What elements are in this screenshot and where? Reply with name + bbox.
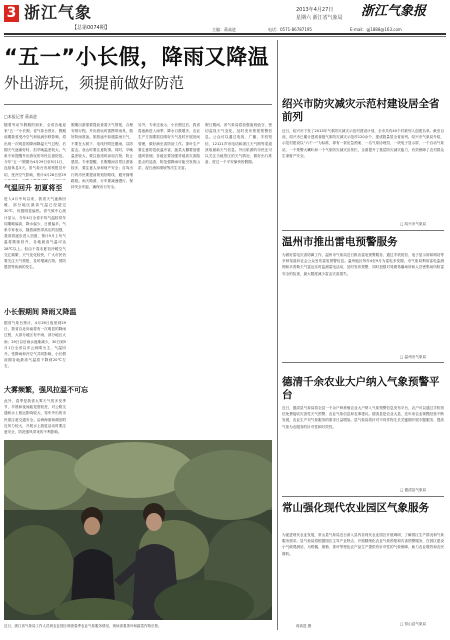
photo-caption: 近日，浙江省气象局工作人员到农业园区调查春季农业气象服务情况，现场查看茶叶和蔬菜作物长势。 [4, 624, 162, 628]
phone-line: 电话：0571-86787195 [268, 27, 312, 32]
main-story-body-warming: 进入4月中旬以来，我省天气逐渐回暖，部分地区最高气温已经超过30℃，体感明显偏热。省气候中心统计显示，今年4月全省平均气温较常年同期略偏高，降水偏少，日照偏多。气象专家表示，随着副热带高压的加强，我省将逐步进入初夏，预计5月上旬气温将继续回升，各地最高气温可达28℃以上。但由于春末夏初冷暖空气交汇频繁，天气变化较快，广大市民仍要关注天气预报，及时增减衣物，预防感冒等疾病的发生。 [4, 197, 66, 270]
main-story-column-2: 假期出游需要提前查看天气预报，合理安排行程。外出游玩时需携带雨具，做好防雨准备。旅游途中如遇雷雨天气，不要在大树下、电线杆附近避雨，以防雷击。登山时要注意防滑。同时，早晚温差较大，要注意适时添加衣物，防止感冒。专家提醒，长假期间各景区游客较多，要注意人身和财产安全；自驾出行的市民要提前规划好路线，避开拥堵路段。雨天路滑，行车要减速慢行，保持安全车距，确保出行安全。 [71, 123, 133, 190]
right-divider-2 [282, 362, 444, 363]
issue-weekday: 星期六 浙江省气象局 [296, 15, 343, 21]
masthead-rule [4, 33, 446, 35]
story-deqing-body: 近日，德清县气象局将全县一千余户种养殖农业大户纳入气象预警信息发布平台，农户可以通过手机短信免费接收灾害性天气预警、农业气象信息和农事建议。德清县是农业大县，近年来农业规模经营不断发展，农业生产对气象服务的需求日益增加。县气象局将针对不同作物生长关键期开展专题服务，提高气象为农服务的针对性和时效性。 [282, 406, 444, 429]
story-deqing-headline: 德清千余农业大户纳入气象预警平台 [282, 376, 440, 401]
editor-line: 主编：蒋高进 [212, 27, 236, 32]
page-number: 3 [4, 5, 19, 22]
story-shaoxing-headline: 绍兴市防灾减灾示范村建设居全省前列 [282, 98, 440, 123]
story-wenzhou-headline: 温州市推出雷电预警服务 [282, 236, 398, 248]
masthead-rule-thin [4, 36, 446, 37]
main-headline: “五一”小长假，降雨又降温 [4, 45, 270, 69]
email-line: E-mail：gj1888@163.com [350, 27, 402, 32]
byline: □本报记者 蒋高进 [4, 114, 38, 119]
column-divider [277, 40, 278, 630]
newspaper-logo: 浙江气象报 [361, 4, 427, 19]
subhead-holiday-rain: 小长假期间 降雨又降温 [4, 308, 77, 316]
story-deqing-author: □ 德清县气象局 [400, 488, 427, 492]
story-changshan-author: □ 常山县气象局 [400, 622, 427, 626]
story-changshan-body: 为促进现代农业发展，常山县气象局近日深入县内各现代农业园区开展调研，了解园区生产情况和气象服务需求。县气象局将根据园区主导产业特点，开展精细化农业气象预报和灾害预警服务，在园区建设小气候观测站，为柑橘、胡柚、茶叶等特色农产品生产提供有针对性的气象保障，助力农业增效和农民增收。 [282, 533, 444, 556]
photo-credit: 蒋高进 摄 [296, 624, 312, 628]
subhead-warming: 气温回升 初夏将至 [4, 184, 63, 192]
section-title: 浙江气象 [24, 3, 93, 22]
main-story-column-3: 另外，专家还表示，小长假过后，我省将逐渐进入雨季，降水日数增多，农业生产方面要抓住晴好天气及时开展田间管理，做好病虫害防治工作。茶叶生产要注意防范低温冷害，蔬菜大棚要加强通风管理。各地还要加强对地质灾害隐患点的巡查，防范强降雨可能引发的山洪、泥石流和滑坡等次生灾害。 [138, 123, 200, 171]
main-story-column-4: 假日期间，省气象局将加强值班值守，密切监视天气变化，及时发布预报预警信息。公众可以通过电视、广播、手机短信、12121声讯电话和浙江天气网等渠道获取最新天气信息。外出旅游的市民还可以关注当地景区的天气情况，做好出行准备，度过一个平安愉快的假期。 [205, 123, 272, 165]
subhead-fog-wind: 大雾频繁，强风拉温不可忘 [4, 386, 88, 394]
story-changshan-headline: 常山强化现代农业园区气象服务 [282, 502, 429, 514]
main-subheadline: 外出游玩，须提前做好防范 [4, 74, 185, 92]
edition-number: 【总第0074期】 [72, 25, 110, 31]
headline-rule [4, 104, 272, 105]
story-shaoxing-body: 近日，绍兴市下发了2013年气象防灾减灾示范村建设计划，全市共有40个村被列入创建名单。截至目前，绍兴市已累计建成省级气象防灾减灾示范村120余个，建成数量居全省前列。绍兴市气象局介绍，示范村建设以“六个一”为标准，即有一套应急预案、一名气象协理员、一块电子显示屏、一个自动气象站、一个预警大喇叭和一个气象防灾减灾宣传栏，全面提升了基层防灾减灾能力，有效保障了农村群众生命财产安全。 [282, 129, 444, 158]
main-story-body-rain: 据省气象台预计，4月28日夜里到29日，我省自北向南将有一次明显的降雨过程，大部分地区有中雨，部分地区大雨；29日以后雨水逐渐减少，30日到5月1日全省以多云到晴为主，气温回升。受降雨和冷空气共同影响，小长假前期各地最高气温将下降到20℃左右。 [4, 321, 66, 369]
right-divider-1 [282, 230, 444, 231]
issue-date: 2013年4月27日 [296, 7, 334, 13]
news-photo-illustration [4, 440, 272, 620]
story-wenzhou-author: □ 温州市气象局 [400, 355, 427, 359]
story-wenzhou-body: 为做好雷电灾害防御工作，温州市气象局近日推出雷电预警服务，通过手机短信、电子显示屏和网站等多种渠道向社会公众发布雷电预警信息。温州地区每年4至9月为雷电多发期，市气象局利用雷电监测网和多普勒天气雷达实时监测雷电活动，及时发布预警，同时加强对易燃易爆场所和人员密集场所防雷安全的检查，最大限度减少雷击灾害损失。 [282, 253, 444, 276]
story-shaoxing-author: □ 绍兴市气象局 [400, 222, 427, 226]
main-story-body-fog: 此外，春季是我省大雾天气的多发季节，早晨和夜间能见度较差，对公路交通和水上航运影响较大，驾车外出的市民需注意交通安全。沿海海面和湖泊附近风力较大，开展水上游览活动时要注意安全，防范强风带来的不利影响。 [4, 399, 66, 435]
right-divider-3 [282, 496, 444, 497]
main-story-intro: 随着劳动节假期的到来，全省各地迎来“五一”小长假。省气象台预计，假期前期我省受冷空气和低涡东移影响，将出现一次明显的降雨降温天气过程，后期天气逐渐好转，但早晚温差较大，气象专家提醒外出游玩的市民注意防范。今年“五一”假期为4月29日至5月1日，连续休息3天。省气象台首席预报员介绍，受冷空气影响，预计4月28日至29 [4, 123, 66, 177]
news-photo [4, 440, 272, 620]
